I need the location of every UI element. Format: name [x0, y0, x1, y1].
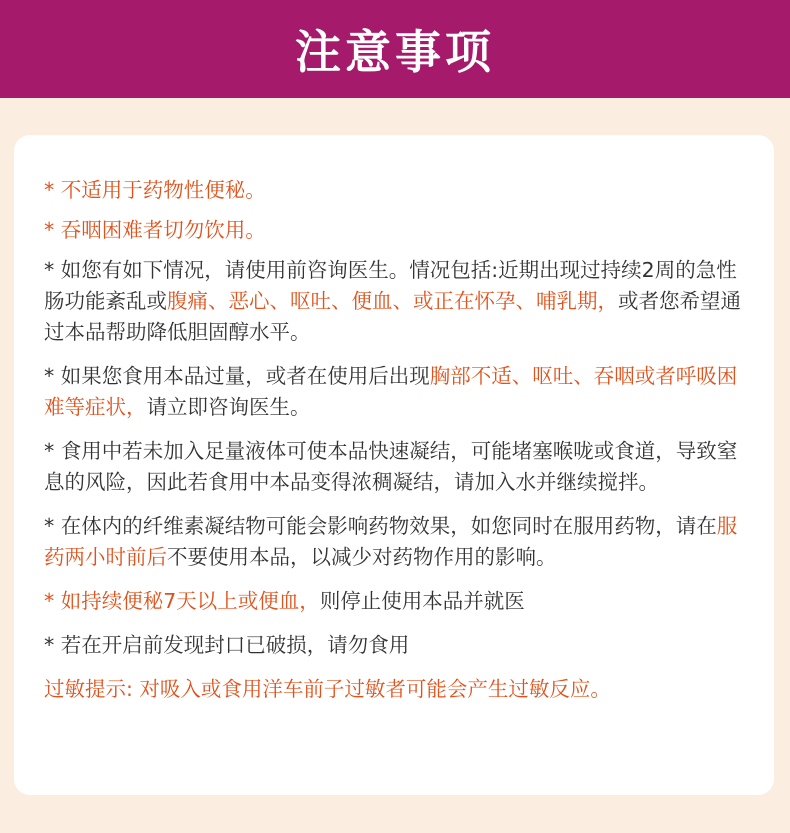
notice-item: [44, 175, 750, 206]
notice-text: * 如您有如下情况，请使用前咨询医生。情况包括:近期出现过持续2周的急性肠功能紊乱或: [44, 258, 737, 313]
notice-item: [44, 361, 750, 423]
notice-highlight-text: 胸部不适、呕吐、吞咽或者呼吸困难等症状，: [44, 364, 738, 419]
notice-text: 或者您希望通过本品帮助降低胆固醇水平。: [44, 289, 741, 344]
notice-item: [44, 630, 750, 661]
notice-list: [44, 175, 750, 661]
notice-card: [14, 135, 774, 795]
notice-highlight-text: 腹痛、恶心、呕吐、便血、或正在怀孕、哺乳期，: [167, 289, 618, 313]
notice-text: * 食用中若未加入足量液体可使本品快速凝结，可能堵塞喉咙或食道，导致窒息的风险，因此若食用中本品变得浓稠凝结，请加入水并继续搅拌。: [44, 439, 738, 494]
notice-item: [44, 586, 750, 617]
allergy-warning: 过敏提示: 对吸入或食用洋车前子过敏者可能会产生过敏反应。: [44, 677, 611, 701]
notice-highlight-text: * 不适用于药物性便秘。: [44, 178, 266, 202]
notice-text: 则停止使用本品并就医: [319, 589, 525, 613]
notice-text: 请立即咨询医生。: [146, 395, 311, 419]
header-banner: [0, 0, 790, 98]
page-title: 注意事项: [295, 25, 495, 79]
notice-item: [44, 436, 750, 498]
notice-highlight-text: * 如持续便秘7天以上或便血，: [44, 589, 320, 613]
notice-text: * 在体内的纤维素凝结物可能会影响药物效果，如您同时在服用药物，请在: [44, 514, 717, 538]
notice-text: 不要使用本品，以减少对药物作用的影响。: [167, 545, 557, 569]
notice-text: * 若在开启前发现封口已破损，请勿食用: [44, 633, 410, 657]
notice-item: [44, 255, 750, 348]
notice-item: [44, 215, 750, 246]
notice-text: * 如果您食用本品过量，或者在使用后出现: [44, 364, 430, 388]
notice-item: [44, 511, 750, 573]
notice-highlight-text: 服药两小时前后: [44, 514, 738, 569]
notice-highlight-text: * 吞咽困难者切勿饮用。: [44, 218, 266, 242]
